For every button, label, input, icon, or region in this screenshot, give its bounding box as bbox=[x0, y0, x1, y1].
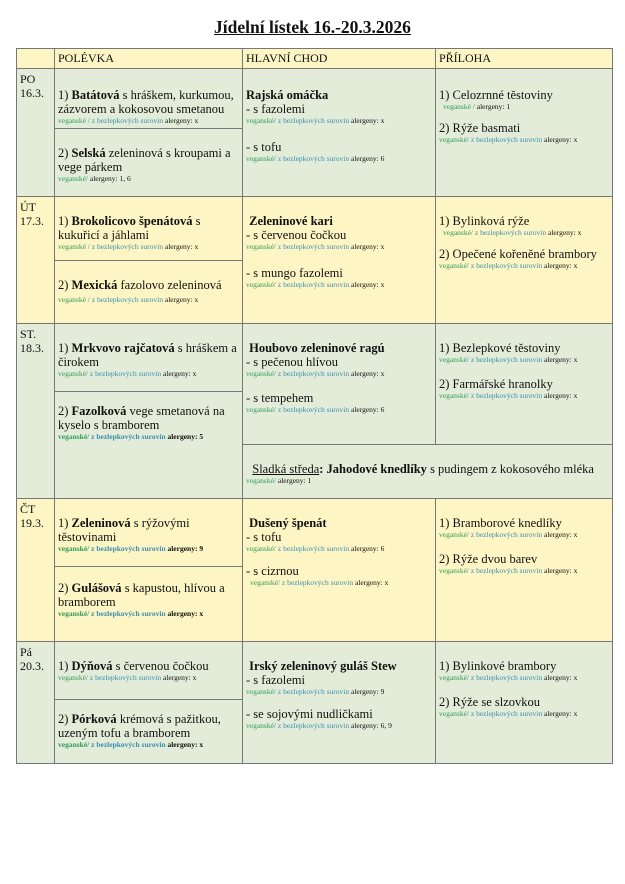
diet-tag: veganské / z bezlepkových surovin alergeny: x bbox=[58, 295, 199, 304]
soup-cell bbox=[55, 197, 243, 261]
diet-tag: veganské/ z bezlepkových surovin alergeny: x bbox=[439, 391, 578, 400]
soup-text: 2) Pórková krémová s pažitkou, uzeným tofu a bramborem bbox=[58, 712, 221, 740]
main-option: - s fazolemi bbox=[246, 673, 306, 687]
side-cell bbox=[436, 197, 613, 324]
soup-text: 2) Selská zeleninová s kroupami a vege párkem bbox=[58, 146, 231, 174]
main-cell bbox=[243, 499, 436, 642]
soup-text: 2) Gulášová s kapustou, hlívou a bramborem bbox=[58, 581, 225, 609]
diet-tag: veganské/ alergeny: 1 bbox=[246, 476, 312, 485]
main-title: Zeleninové kari bbox=[249, 214, 333, 228]
side-cell bbox=[436, 324, 613, 445]
header-row bbox=[17, 49, 613, 69]
header-soup: POLÉVKA bbox=[55, 49, 243, 69]
diet-tag: veganské/ z bezlepkových surovin alergeny: 9 bbox=[246, 687, 385, 696]
day-name: Pá bbox=[20, 645, 32, 659]
diet-tag: veganské/ z bezlepkových surovin alergeny: 9 bbox=[58, 544, 204, 553]
diet-tag: veganské/ z bezlepkových surovin alergeny: x bbox=[250, 578, 389, 587]
header-side: PŘÍLOHA bbox=[436, 49, 613, 69]
soup-text: 1) Zeleninová s rýžovými těstovinami bbox=[58, 516, 190, 544]
side-text: 2) Opečené kořeněné brambory bbox=[439, 247, 597, 261]
day-cell bbox=[17, 324, 55, 499]
diet-tag: veganské/ z bezlepkových surovin alergeny: x bbox=[439, 261, 578, 270]
soup-cell bbox=[55, 392, 243, 499]
diet-tag: veganské / alergeny: 1 bbox=[443, 102, 511, 111]
main-option: - s mungo fazolemi bbox=[246, 266, 343, 280]
diet-tag: veganské/ z bezlepkových surovin alergeny: x bbox=[439, 135, 578, 144]
main-option: - s cizrnou bbox=[246, 564, 299, 578]
main-cell bbox=[243, 197, 436, 324]
day-row-thu bbox=[17, 499, 613, 567]
day-row-wed bbox=[17, 324, 613, 392]
main-title: Dušený špenát bbox=[249, 516, 327, 530]
diet-tag: veganské/ z bezlepkových surovin alergeny: x bbox=[439, 709, 578, 718]
soup-text: 1) Batátová s hráškem, kurkumou, zázvorem a kokosovou smetanou bbox=[58, 88, 234, 116]
day-cell bbox=[17, 69, 55, 197]
side-text: 2) Farmářské hranolky bbox=[439, 377, 553, 391]
side-text: 1) Bramborové knedlíky bbox=[439, 516, 562, 530]
day-name: ÚT bbox=[20, 200, 36, 214]
soup-cell bbox=[55, 261, 243, 324]
main-option: - s tofu bbox=[246, 530, 282, 544]
day-row-tue bbox=[17, 197, 613, 261]
day-date: 17.3. bbox=[20, 214, 44, 228]
soup-text: 1) Mrkvovo rajčatová s hráškem a čirokem bbox=[58, 341, 237, 369]
diet-tag: veganské/ z bezlepkových surovin alergeny: x bbox=[58, 369, 197, 378]
diet-tag: veganské/ z bezlepkových surovin alergeny: x bbox=[439, 355, 578, 364]
main-option: - s tofu bbox=[246, 140, 282, 154]
day-name: ČT bbox=[20, 502, 36, 516]
main-option: - se sojovými nudličkami bbox=[246, 707, 373, 721]
soup-cell bbox=[55, 567, 243, 642]
day-cell bbox=[17, 642, 55, 764]
main-cell bbox=[243, 642, 436, 764]
soup-text: 1) Dýňová s červenou čočkou bbox=[58, 659, 209, 673]
side-text: 2) Rýže dvou barev bbox=[439, 552, 538, 566]
diet-tag: veganské/ z bezlepkových surovin alergeny: x bbox=[439, 530, 578, 539]
side-text: 1) Bylinkové brambory bbox=[439, 659, 557, 673]
diet-tag: veganské/ z bezlepkových surovin alergeny: x bbox=[58, 609, 204, 618]
sweet-wednesday-cell bbox=[243, 445, 613, 499]
side-cell bbox=[436, 499, 613, 642]
main-title: Rajská omáčka bbox=[246, 88, 329, 102]
day-cell bbox=[17, 499, 55, 642]
main-cell bbox=[243, 324, 436, 445]
diet-tag: veganské/ z bezlepkových surovin alergeny: x bbox=[246, 280, 385, 289]
day-date: 18.3. bbox=[20, 341, 44, 355]
diet-tag: veganské/ z bezlepkových surovin alergeny: x bbox=[246, 242, 385, 251]
main-option: - s fazolemi bbox=[246, 102, 306, 116]
diet-tag: veganské/ z bezlepkových surovin alergeny: 6 bbox=[246, 544, 385, 553]
main-option: - s pečenou hlívou bbox=[246, 355, 338, 369]
side-cell bbox=[436, 69, 613, 197]
day-date: 20.3. bbox=[20, 659, 44, 673]
diet-tag: veganské/ z bezlepkových surovin alergeny: x bbox=[439, 566, 578, 575]
day-row-mon bbox=[17, 69, 613, 129]
diet-tag: veganské / z bezlepkových surovin alergeny: x bbox=[58, 242, 199, 251]
soup-text: 2) Mexická fazolovo zeleninová bbox=[58, 278, 222, 292]
diet-tag: veganské/ z bezlepkových surovin alergeny: x bbox=[443, 228, 582, 237]
header-main: HLAVNÍ CHOD bbox=[243, 49, 436, 69]
soup-text: 1) Brokolicovo špenátová s kukuřicí a jáhlami bbox=[58, 214, 201, 242]
main-title: Houbovo zeleninové ragú bbox=[249, 341, 385, 355]
page-title: Jídelní lístek 16.-20.3.2026 bbox=[214, 17, 411, 37]
soup-cell bbox=[55, 129, 243, 197]
header-day bbox=[17, 49, 55, 69]
soup-cell bbox=[55, 700, 243, 764]
side-text: 2) Rýže se slzovkou bbox=[439, 695, 541, 709]
side-text: 2) Rýže basmati bbox=[439, 121, 521, 135]
side-text: 1) Bylinková rýže bbox=[439, 214, 530, 228]
side-text: 1) Celozrnné těstoviny bbox=[439, 88, 553, 102]
side-cell bbox=[436, 642, 613, 764]
diet-tag: veganské/ z bezlepkových surovin alergeny: x bbox=[58, 673, 197, 682]
diet-tag: veganské/ z bezlepkových surovin alergeny: x bbox=[246, 116, 385, 125]
soup-text: 2) Fazolková vege smetanová na kyselo s bramborem bbox=[58, 404, 225, 432]
main-option: - s tempehem bbox=[246, 391, 314, 405]
diet-tag: veganské/ z bezlepkových surovin alergeny: 5 bbox=[58, 432, 204, 441]
day-name: ST. bbox=[20, 327, 37, 341]
menu-table bbox=[16, 48, 613, 764]
diet-tag: veganské/ z bezlepkových surovin alergeny: 6 bbox=[246, 154, 385, 163]
side-text: 1) Bezlepkové těstoviny bbox=[439, 341, 561, 355]
sweet-text: Sladká středa: Jahodové knedlíky s pudingem z kokosového mléka bbox=[252, 462, 594, 476]
soup-cell bbox=[55, 69, 243, 129]
day-name: PO bbox=[20, 72, 36, 86]
soup-cell bbox=[55, 499, 243, 567]
main-title: Irský zeleninový guláš Stew bbox=[249, 659, 397, 673]
diet-tag: veganské/ z bezlepkových surovin alergeny: x bbox=[58, 740, 204, 749]
diet-tag: veganské/ z bezlepkových surovin alergeny: x bbox=[439, 673, 578, 682]
day-row-fri bbox=[17, 642, 613, 700]
soup-cell bbox=[55, 642, 243, 700]
diet-tag: veganské/ z bezlepkových surovin alergeny: 6, 9 bbox=[246, 721, 392, 730]
main-cell bbox=[243, 69, 436, 197]
diet-tag: veganské/ z bezlepkových surovin alergeny: 6 bbox=[246, 405, 385, 414]
day-date: 16.3. bbox=[20, 86, 44, 100]
day-date: 19.3. bbox=[20, 516, 44, 530]
day-cell bbox=[17, 197, 55, 324]
diet-tag: veganské/ alergeny: 1, 6 bbox=[58, 174, 131, 183]
diet-tag: veganské / z bezlepkových surovin alergeny: x bbox=[58, 116, 199, 125]
diet-tag: veganské/ z bezlepkových surovin alergeny: x bbox=[246, 369, 385, 378]
soup-cell bbox=[55, 324, 243, 392]
main-option: - s červenou čočkou bbox=[246, 228, 347, 242]
